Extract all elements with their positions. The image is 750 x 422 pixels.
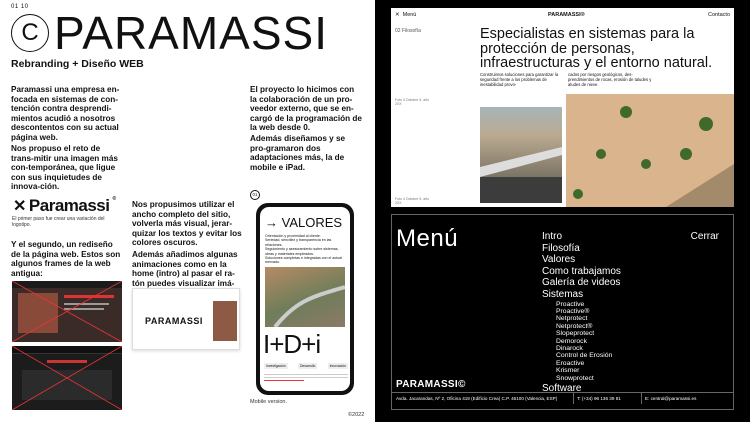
strikethrough-x-icon [12, 346, 122, 410]
tag: Desarrollo [299, 364, 316, 368]
palm-trees-illustration [566, 94, 734, 207]
adaptations-paragraph: Además diseñamos y se pro-gramaron dos adaptaciones más, la de mobile e iPad. [250, 134, 346, 172]
section-label: 02 Filosofía [395, 28, 421, 34]
footer-address: Avda. Jacarandas, Nº 2, Oficina 419 (Edificio Crea) C.P. 46100 (Valencia, ESP) [392, 393, 574, 404]
copyright: ©2022 [348, 412, 365, 418]
page-title: PARAMASSI [54, 7, 328, 59]
tag: Innovación [329, 364, 346, 368]
web-contact-link[interactable]: Contacto [707, 12, 730, 18]
phone-road-photo [265, 267, 345, 327]
copyright-circle-logo [11, 14, 49, 52]
submenu-item[interactable]: Demorock [556, 337, 587, 345]
footer-email[interactable]: E: central@paramassi.es [645, 396, 697, 401]
registered-icon: ® [112, 196, 116, 202]
submenu-item[interactable]: Netprotect [556, 315, 588, 323]
submenu-item[interactable]: Krismer [556, 367, 580, 375]
old-web-frame-1 [12, 281, 122, 342]
menu-item-intro[interactable]: Intro [542, 231, 563, 242]
challenge-paragraph: Nos propuso el reto de trans-mitir una imagen más con-temporánea, que ligue con sus inquietudes de innova-ción. [11, 144, 118, 192]
mobile-caption: Mobile version. [250, 399, 287, 405]
menu-item-sistemas[interactable]: Sistemas [542, 288, 584, 300]
submenu-item[interactable]: Netprotect® [556, 322, 593, 330]
logo-caption: El primer paso fue crear una variación del logotipo. [12, 216, 105, 228]
x-mark-icon: ✕ [395, 12, 400, 18]
sistemas-submenu [542, 301, 621, 382]
home-mockup [132, 288, 240, 350]
value-item: Seriedad, sencillez y transparencia en las relaciones. [265, 238, 332, 247]
phone-heading: → VALORES [265, 215, 343, 230]
submenu-item[interactable]: Snowprotect [556, 374, 594, 382]
submenu-item[interactable]: Eroactive [556, 359, 585, 367]
menu-brand: PARAMASSI© [396, 379, 466, 390]
web-text-col2: cados por riesgos geológicos, des-prendimientos de rocas, erosión de taludes y aludes de nieve. [568, 72, 652, 87]
photo-caption-2: Foto 4 Octubre 5, año 2XX [395, 197, 430, 205]
collaboration-paragraph: El proyecto lo hicimos con la colaboración de un pro-veedor externo, que se en-cargó de la programación de la web desde 0. [250, 85, 362, 133]
phone-footer-lines [264, 372, 348, 384]
x-mark-icon: ✕ [13, 198, 26, 215]
web-menu-link[interactable]: ✕ Menú [395, 12, 417, 18]
photo-caption-1: Foto 4 Octubre 5, año 2XX [395, 98, 430, 106]
mockup-logo: PARAMASSI [145, 316, 203, 326]
menu-title: Menú [396, 225, 459, 252]
submenu-item[interactable]: Slopeprotect [556, 330, 595, 338]
menu-overlay-screen [391, 214, 734, 410]
phone-tags [264, 363, 348, 369]
logo-c-letter: C [21, 19, 39, 46]
train-illustration [480, 107, 562, 203]
mockup-hover-image [213, 301, 237, 341]
menu-footer [392, 392, 734, 404]
road-illustration [265, 267, 345, 327]
submenu-item[interactable]: Proactive® [556, 307, 590, 315]
submenu-item[interactable]: Proactive [556, 300, 585, 308]
page-number: 01 10 [11, 4, 29, 10]
animation-paragraph: Además añadimos algunas animaciones como en la home (intro) al pasar el ra-tón puedes visualizar imá- [132, 250, 238, 288]
menu-item-valores[interactable]: Valores [542, 254, 576, 266]
menu-list [542, 231, 621, 395]
menu-item-como-trabajamos[interactable]: Como trabajamos [542, 265, 621, 277]
menu-item-galeria[interactable]: Galería de videos [542, 277, 621, 289]
phone-values-list [265, 234, 347, 265]
web-text-col1: Construimos soluciones para garantizar la seguridad frente a los problemas de inestabilidad provo- [480, 72, 559, 87]
value-item: Soluciones completas e integradas con el actual mercado. [265, 256, 342, 265]
palm-desert-photo [566, 94, 734, 207]
menu-item-software[interactable]: Software [542, 383, 582, 395]
web-headline: Especialistas en sistemas para la protección de personas, infraestructuras y el entorno natural. [480, 26, 713, 71]
redesign-paragraph: Y el segundo, un rediseño de la página web. Estos son algunos frames de la web antigua: [11, 240, 121, 278]
philosophy-web-screen [391, 8, 734, 207]
right-page [375, 0, 750, 422]
approach-paragraph: Nos propusimos utilizar el ancho completo del sitio, volverla más visual, jerar-quizar los textos y evitar los colores oscuros. [132, 200, 242, 248]
value-item: Orientación y proximidad al cliente. [265, 234, 321, 238]
page-subtitle: Rebranding + Diseño WEB [11, 58, 144, 70]
paramassi-new-logo [13, 196, 116, 216]
intro-paragraph: Paramassi una empresa en-focada en sistemas de con-tención contra desprendi-mientos acudió a nosotros descontentos con su actual página web. [11, 85, 120, 142]
web-brand[interactable]: PARAMASSI® [548, 12, 585, 18]
menu-item-filosofia[interactable]: Filosofía [542, 242, 580, 254]
submenu-item[interactable]: Control de Erosión [556, 352, 613, 360]
close-button[interactable]: Cerrar [690, 231, 719, 242]
footer-phone[interactable]: T: (+34) 96 136 39 81 [574, 393, 642, 404]
brand-logo-text: Paramassi [28, 196, 110, 215]
submenu-item[interactable]: Dinarock [556, 345, 583, 352]
phone-big-text: I+D+i [263, 329, 321, 359]
value-item: Seguimiento y asesoramiento sobre sistemas, obras y materiales empleados. [265, 247, 339, 256]
old-web-frame-2 [12, 346, 122, 410]
tag: Investigación [266, 364, 286, 368]
mobile-mockup [256, 203, 354, 395]
step-badge: 01 [250, 190, 260, 200]
strikethrough-x-icon [12, 281, 122, 342]
train-photo [480, 107, 562, 203]
